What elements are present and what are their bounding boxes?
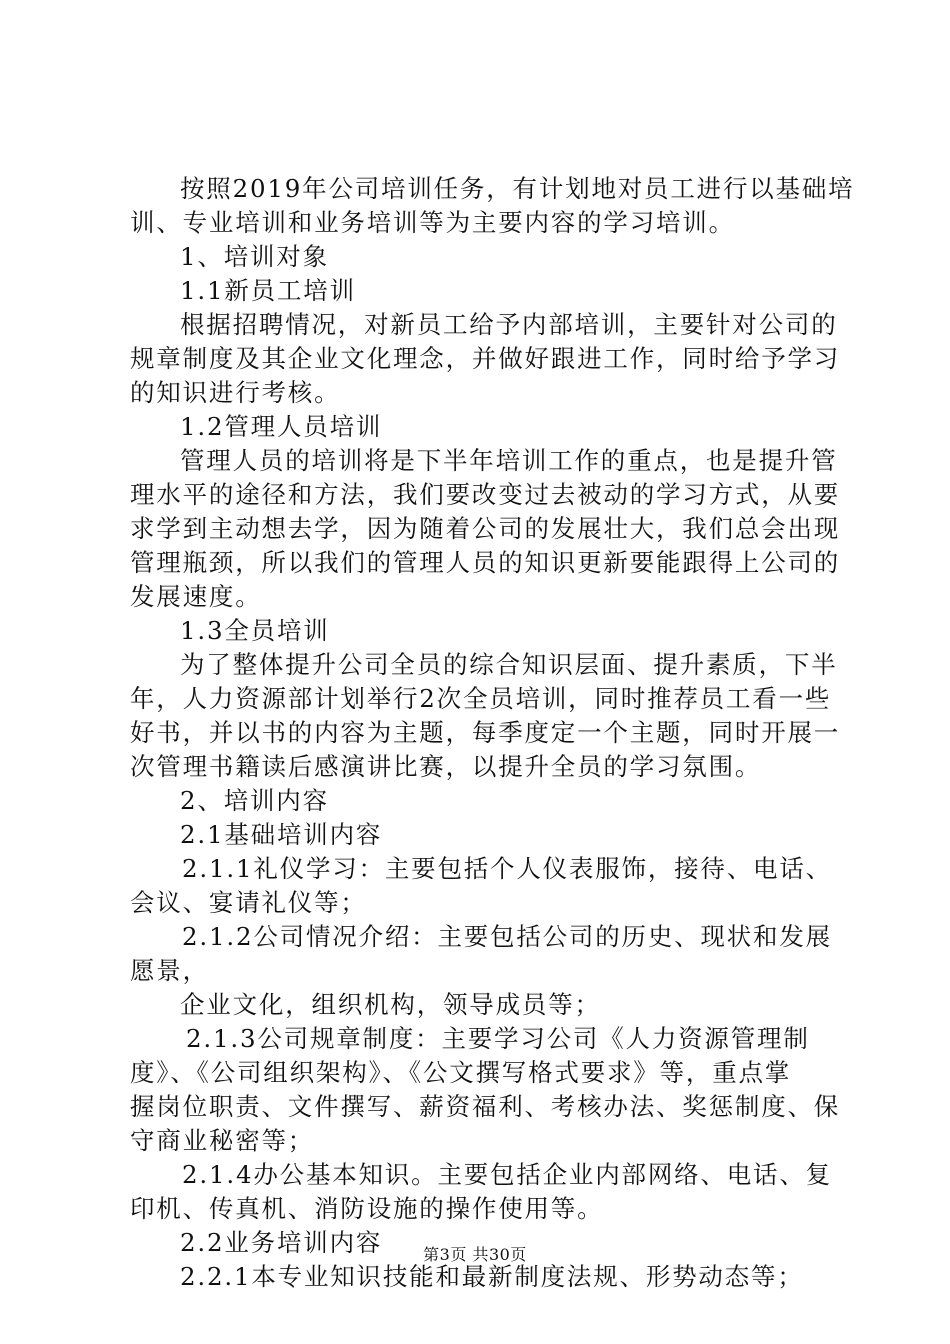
text-line: 训、专业培训和业务培训等为主要内容的学习培训。	[130, 208, 735, 237]
text-line: 2.2.1本专业知识技能和最新制度法规、形势动态等；	[180, 1262, 804, 1291]
text-line: 求学到主动想去学，因为随着公司的发展壮大，我们总会出现	[130, 514, 841, 543]
text-line: 握岗位职责、文件撰写、薪资福利、考核办法、奖惩制度、保	[130, 1092, 841, 1121]
subsection-heading: 1.2管理人员培训	[180, 412, 383, 441]
text-line: 愿景，	[130, 956, 209, 985]
text-line: 2.1.4办公基本知识。主要包括企业内部网络、电话、复	[182, 1160, 832, 1189]
text-line: 度》、《公司组织架构》、《公文撰写格式要求》等，重点掌	[130, 1058, 792, 1087]
page-number-label: 第3页 共30页	[423, 1245, 527, 1264]
text-line: 管理人员的培训将是下半年培训工作的重点，也是提升管	[180, 446, 838, 475]
text-line: 发展速度。	[130, 582, 262, 611]
text-line: 规章制度及其企业文化理念，并做好跟进工作，同时给予学习	[130, 344, 841, 373]
text-line: 根据招聘情况，对新员工给予内部培训，主要针对公司的	[180, 310, 838, 339]
text-line: 2.1.2公司情况介绍：主要包括公司的历史、现状和发展	[182, 922, 832, 951]
text-line: 按照2019年公司培训任务，有计划地对员工进行以基础培	[180, 174, 855, 203]
document-body	[130, 172, 855, 1294]
subsection-heading: 1.3全员培训	[180, 616, 330, 645]
subsection-heading: 2.1基础培训内容	[180, 820, 383, 849]
text-line: 印机、传真机、消防设施的操作使用等。	[130, 1194, 604, 1223]
text-line: 企业文化，组织机构，领导成员等；	[180, 990, 601, 1019]
text-line: 管理瓶颈，所以我们的管理人员的知识更新要能跟得上公司的	[130, 548, 841, 577]
page-footer	[0, 1244, 950, 1266]
text-line: 2.1.3公司规章制度：主要学习公司《人力资源管理制	[186, 1024, 810, 1053]
subsection-heading: 1.1新员工培训	[180, 276, 356, 305]
text-line: 理水平的途径和方法，我们要改变过去被动的学习方式，从要	[130, 480, 841, 509]
text-line: 年，人力资源部计划举行2次全员培训，同时推荐员工看一些	[130, 684, 832, 713]
subsection-heading: 2.2业务培训内容	[180, 1228, 383, 1257]
section-heading: 1、培训对象	[180, 242, 329, 271]
section-heading: 2、培训内容	[180, 786, 329, 815]
text-line: 的知识进行考核。	[130, 378, 341, 407]
text-line: 会议、宴请礼仪等；	[130, 888, 367, 917]
text-line: 次管理书籍读后感演讲比赛，以提升全员的学习氛围。	[130, 752, 762, 781]
text-line: 守商业秘密等；	[130, 1126, 315, 1155]
text-line: 好书，并以书的内容为主题，每季度定一个主题，同时开展一	[130, 718, 841, 747]
text-line: 2.1.1礼仪学习：主要包括个人仪表服饰，接待、电话、	[182, 854, 832, 883]
text-line: 为了整体提升公司全员的综合知识层面、提升素质，下半	[180, 650, 838, 679]
